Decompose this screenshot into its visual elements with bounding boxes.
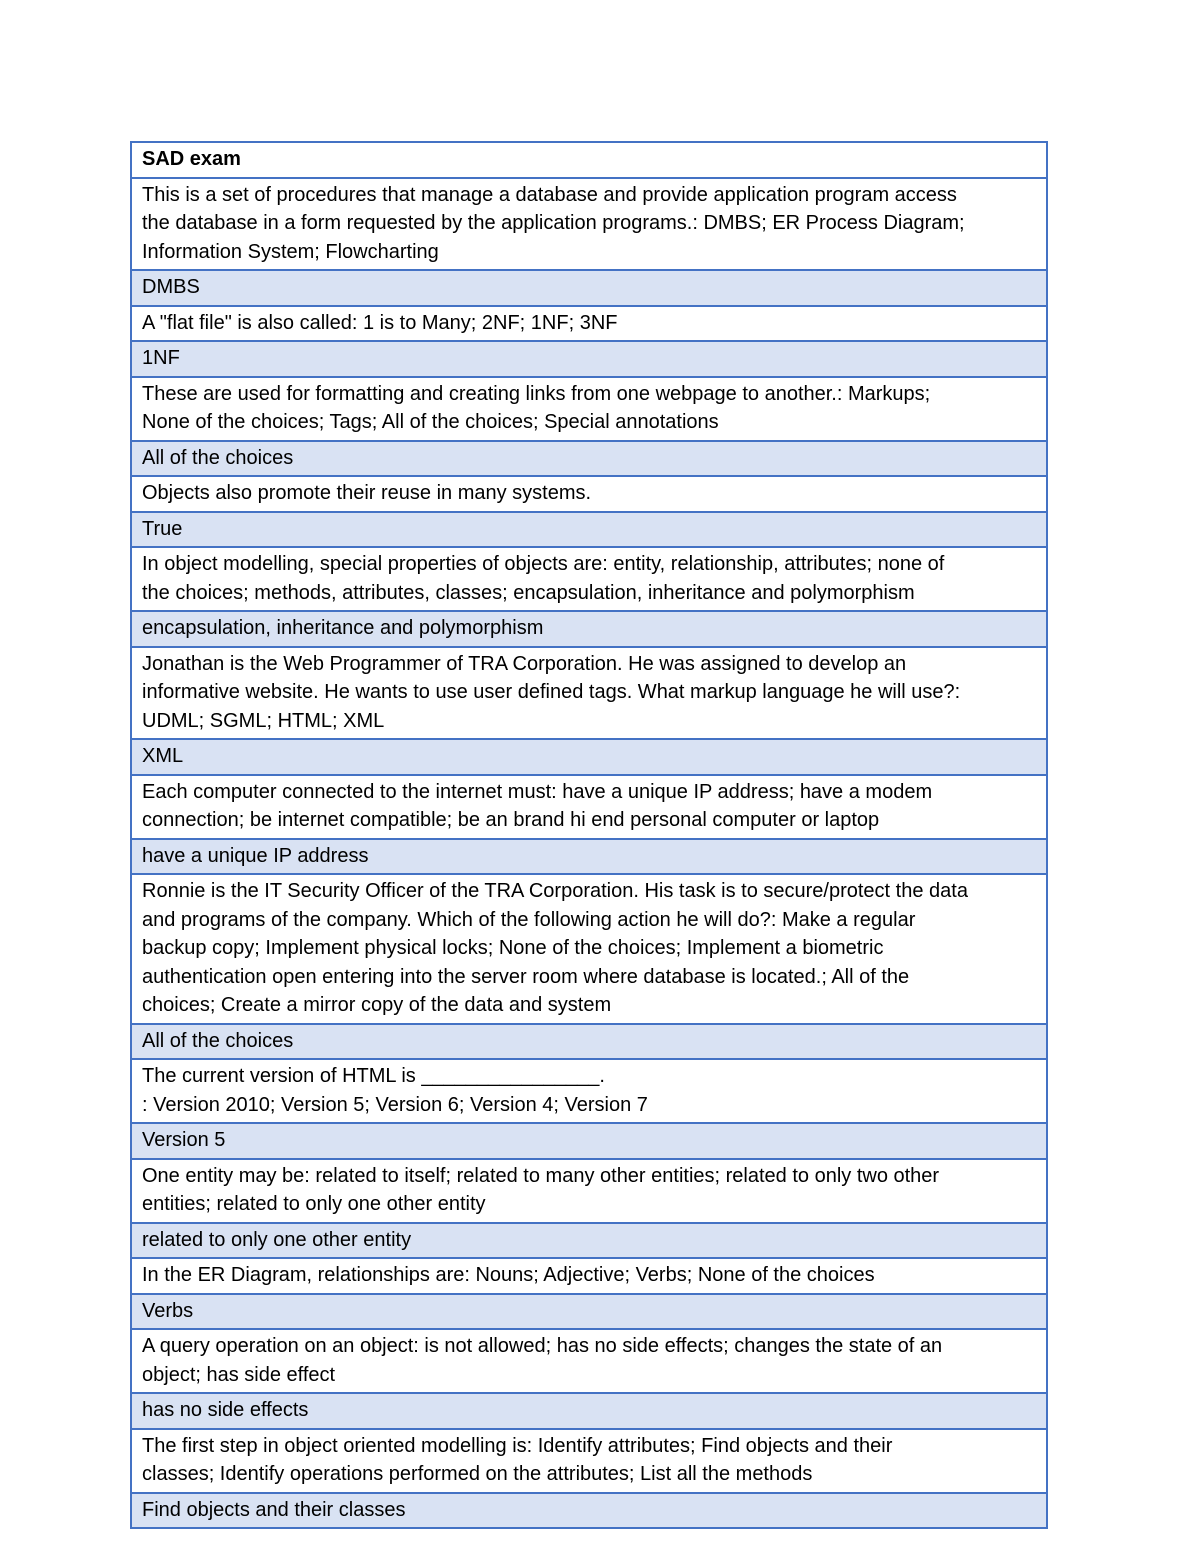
exam-table	[130, 141, 1048, 1529]
question-text-line: backup copy; Implement physical locks; None of the choices; Implement a biometric	[142, 937, 884, 959]
question-cell	[131, 647, 1047, 740]
question-row	[131, 1059, 1047, 1123]
question-row	[131, 377, 1047, 441]
question-row	[131, 476, 1047, 512]
question-row	[131, 1159, 1047, 1223]
question-row	[131, 775, 1047, 839]
answer-text: XML	[142, 745, 184, 767]
answer-text: All of the choices	[142, 446, 294, 469]
question-text-line: The first step in object oriented modelling is: Identify attributes; Find objects and their	[142, 1434, 893, 1457]
question-text-line: A query operation on an object: is not allowed; has no side effects; changes the state of an	[142, 1335, 943, 1357]
question-row	[131, 306, 1047, 342]
question-text-line: The current version of HTML is ________________.	[142, 1065, 605, 1087]
answer-cell	[131, 441, 1047, 477]
question-text-line: Objects also promote their reuse in many systems.	[142, 482, 592, 504]
answer-cell	[131, 1493, 1047, 1529]
answer-cell	[131, 739, 1047, 775]
question-text-line: One entity may be: related to itself; related to many other entities; related to only two other	[142, 1164, 940, 1187]
question-text-line: choices; Create a mirror copy of the data and system	[142, 994, 612, 1016]
question-text-line: connection; be internet compatible; be an brand hi end personal computer or laptop	[142, 809, 880, 831]
question-row	[131, 647, 1047, 740]
question-cell	[131, 1159, 1047, 1223]
question-text-line: Ronnie is the IT Security Officer of the TRA Corporation. His task is to secure/protect the data	[142, 880, 968, 902]
question-text-line: Information System; Flowcharting	[142, 240, 439, 263]
answer-cell	[131, 1294, 1047, 1330]
answer-cell	[131, 1123, 1047, 1159]
question-cell	[131, 1329, 1047, 1393]
question-row	[131, 1429, 1047, 1493]
question-row	[131, 1329, 1047, 1393]
table-header-row	[131, 142, 1047, 178]
question-text-line: and programs of the company. Which of the following action he will do?: Make a regular	[142, 908, 916, 931]
answer-row	[131, 839, 1047, 875]
question-text-line: A "flat file" is also called: 1 is to Many; 2NF; 1NF; 3NF	[142, 311, 618, 334]
answer-text: Version 5	[142, 1129, 226, 1151]
answer-cell	[131, 1393, 1047, 1429]
answer-text: Verbs	[142, 1299, 194, 1322]
question-text-line: authentication open entering into the server room where database is located.; All of the	[142, 965, 910, 988]
question-text-line: Each computer connected to the internet must: have a unique IP address; have a modem	[142, 780, 933, 803]
answer-text: 1NF	[142, 347, 180, 369]
question-cell	[131, 1258, 1047, 1294]
answer-text: have a unique IP address	[142, 844, 369, 867]
answer-cell	[131, 1024, 1047, 1060]
question-text-line: : Version 2010; Version 5; Version 6; Version 4; Version 7	[142, 1093, 648, 1116]
answer-cell	[131, 341, 1047, 377]
question-text-line: the choices; methods, attributes, classes; encapsulation, inheritance and polymorphism	[142, 581, 915, 604]
answer-text: has no side effects	[142, 1399, 309, 1421]
question-cell	[131, 547, 1047, 611]
question-text-line: This is a set of procedures that manage a database and provide application program access	[142, 183, 957, 206]
question-cell	[131, 377, 1047, 441]
answer-cell	[131, 839, 1047, 875]
exam-table-body	[131, 142, 1047, 1528]
question-text-line: Jonathan is the Web Programmer of TRA Corporation. He was assigned to develop an	[142, 652, 907, 675]
question-text-line: informative website. He wants to use user defined tags. What markup language he will use?:	[142, 681, 961, 703]
question-text-line: These are used for formatting and creating links from one webpage to another.: Markups;	[142, 382, 931, 405]
question-text-line: None of the choices; Tags; All of the choices; Special annotations	[142, 411, 719, 433]
question-cell	[131, 1059, 1047, 1123]
answer-cell	[131, 512, 1047, 548]
answer-row	[131, 611, 1047, 647]
question-cell	[131, 775, 1047, 839]
question-row	[131, 874, 1047, 1024]
question-row	[131, 1258, 1047, 1294]
answer-cell	[131, 611, 1047, 647]
answer-text: encapsulation, inheritance and polymorphism	[142, 617, 544, 639]
answer-row	[131, 1294, 1047, 1330]
question-cell	[131, 476, 1047, 512]
question-text-line: UDML; SGML; HTML; XML	[142, 709, 385, 732]
exam-title: SAD exam	[131, 142, 1047, 178]
answer-text: True	[142, 517, 183, 540]
answer-text: Find objects and their classes	[142, 1498, 406, 1521]
answer-row	[131, 1223, 1047, 1259]
answer-row	[131, 739, 1047, 775]
question-row	[131, 178, 1047, 271]
question-text-line: object; has side effect	[142, 1363, 336, 1386]
answer-row	[131, 341, 1047, 377]
question-cell	[131, 306, 1047, 342]
question-text-line: the database in a form requested by the application programs.: DMBS; ER Process Diagram;	[142, 212, 965, 234]
question-text-line: In object modelling, special properties of objects are: entity, relationship, attributes; none of	[142, 553, 945, 575]
answer-row	[131, 1123, 1047, 1159]
question-cell	[131, 178, 1047, 271]
question-text-line: entities; related to only one other entity	[142, 1193, 486, 1215]
question-row	[131, 547, 1047, 611]
answer-row	[131, 441, 1047, 477]
answer-cell	[131, 270, 1047, 306]
answer-row	[131, 512, 1047, 548]
answer-row	[131, 1024, 1047, 1060]
answer-row	[131, 1393, 1047, 1429]
question-cell	[131, 1429, 1047, 1493]
question-cell	[131, 874, 1047, 1024]
answer-cell	[131, 1223, 1047, 1259]
answer-row	[131, 1493, 1047, 1529]
answer-text: related to only one other entity	[142, 1228, 412, 1251]
answer-text: DMBS	[142, 276, 200, 298]
answer-row	[131, 270, 1047, 306]
answer-text: All of the choices	[142, 1029, 294, 1052]
question-text-line: In the ER Diagram, relationships are: Nouns; Adjective; Verbs; None of the choices	[142, 1264, 875, 1286]
question-text-line: classes; Identify operations performed on the attributes; List all the methods	[142, 1463, 813, 1485]
